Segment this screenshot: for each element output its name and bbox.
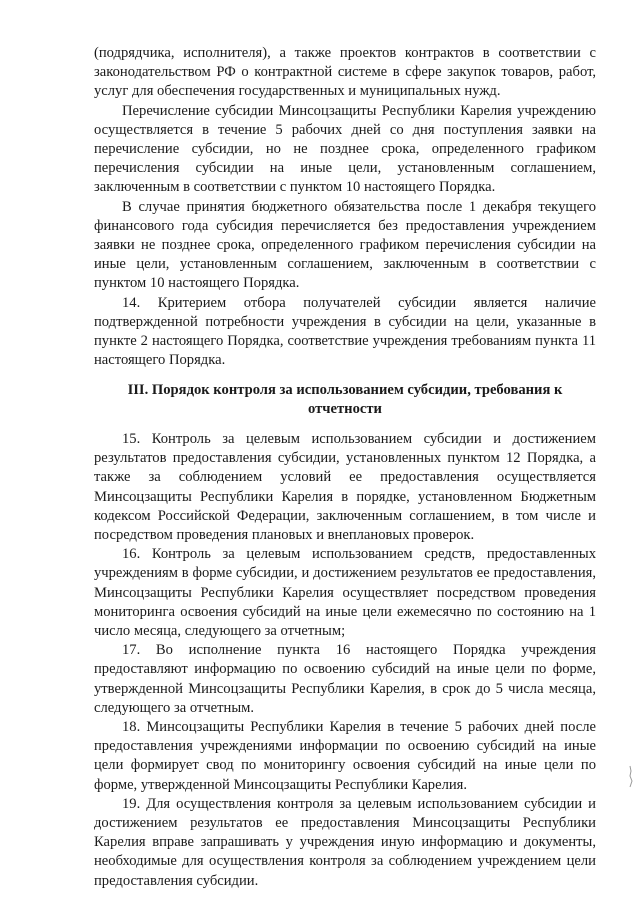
paragraph-18: 18. Минсоцзащиты Республики Карелия в течение 5 рабочих дней после предоставления учреждениями информации по освоению субсидий на иные цели формирует свод по мониторингу освоения субсидий на иные цели по форме, утвержденной Минсоцзащиты Республики Карелия. — [94, 719, 596, 793]
top-text-block — [94, 44, 596, 370]
paragraph-19: 19. Для осуществления контроля за целевым использованием субсидии и достижением результатов ее предоставления Минсоцзащиты Республики Карелия вправе запрашивать у учреждения иную информацию и документы, необходимые для осуществления контроля за соблюдением учреждением цели предоставления субсидии. — [94, 795, 596, 889]
paragraph-14: 14. Критерием отбора получателей субсидии является наличие подтвержденной потребности учреждения в субсидии на цели, указанные в пункте 2 настоящего Порядка, соответствие учреждения требованиям пункта 11 настоящего Порядка. — [94, 294, 596, 369]
paragraph-16: 16. Контроль за целевым использованием средств, предоставленных учреждениям в форме субсидии, и достижением результатов ее предоставления, Минсоцзащиты Республики Карелия осуществляет посредством проведения мониторинга освоения субсидий на иные цели ежемесячно по состоянию на 1 число месяца, следующего за отчетным; — [94, 546, 596, 640]
continuation-paragraph: (подрядчика, исполнителя), а также проектов контрактов в соответствии с законодательством РФ о контрактной системе в сфере закупок товаров, работ, услуг для обеспечения государственных и муниципальных нужд. — [94, 45, 596, 100]
paragraph-transfer-terms: Перечисление субсидии Минсоцзащиты Республики Карелия учреждению осуществляется в течение 5 рабочих дней со дня поступления заявки на перечисление субсидии, но не позднее срока, определенного графиком перечисления субсидии на иные цели, установленным соглашением, заключенным в соответствии с пунктом 10 настоящего Порядка. — [94, 102, 596, 196]
section-text-block — [94, 430, 596, 891]
paragraph-15: 15. Контроль за целевым использованием субсидии и достижением результатов предоставления субсидии, установленных пунктом 12 Порядка, а также за соблюдением условий ее предоставления осуществляется Минсоцзащиты Республики Карелия в порядке, установленном Бюджетным кодексом Российской Федерации, заключенным соглашением, в том числе и посредством проведения плановых и внеплановых проверок. — [94, 431, 596, 544]
paragraph-17: 17. Во исполнение пункта 16 настоящего Порядка учреждения предоставляют информацию по освоению субсидий на иные цели по форме, утвержденной Минсоцзащиты Республики Карелия, в срок до 5 числа месяца, следующего за отчетным. — [94, 642, 596, 716]
paragraph-budget-obligation: В случае принятия бюджетного обязательства после 1 декабря текущего финансового года субсидия перечисляется без предоставления учреждением заявки не позднее срока, определенного графиком перечисления субсидии на иные цели, установленным соглашением, заключенным в соответствии с пунктом 10 настоящего Порядка. — [94, 198, 596, 292]
section-heading: III. Порядок контроля за использованием субсидии, требования к отчетности — [127, 382, 563, 418]
margin-scan-mark — [627, 765, 635, 789]
